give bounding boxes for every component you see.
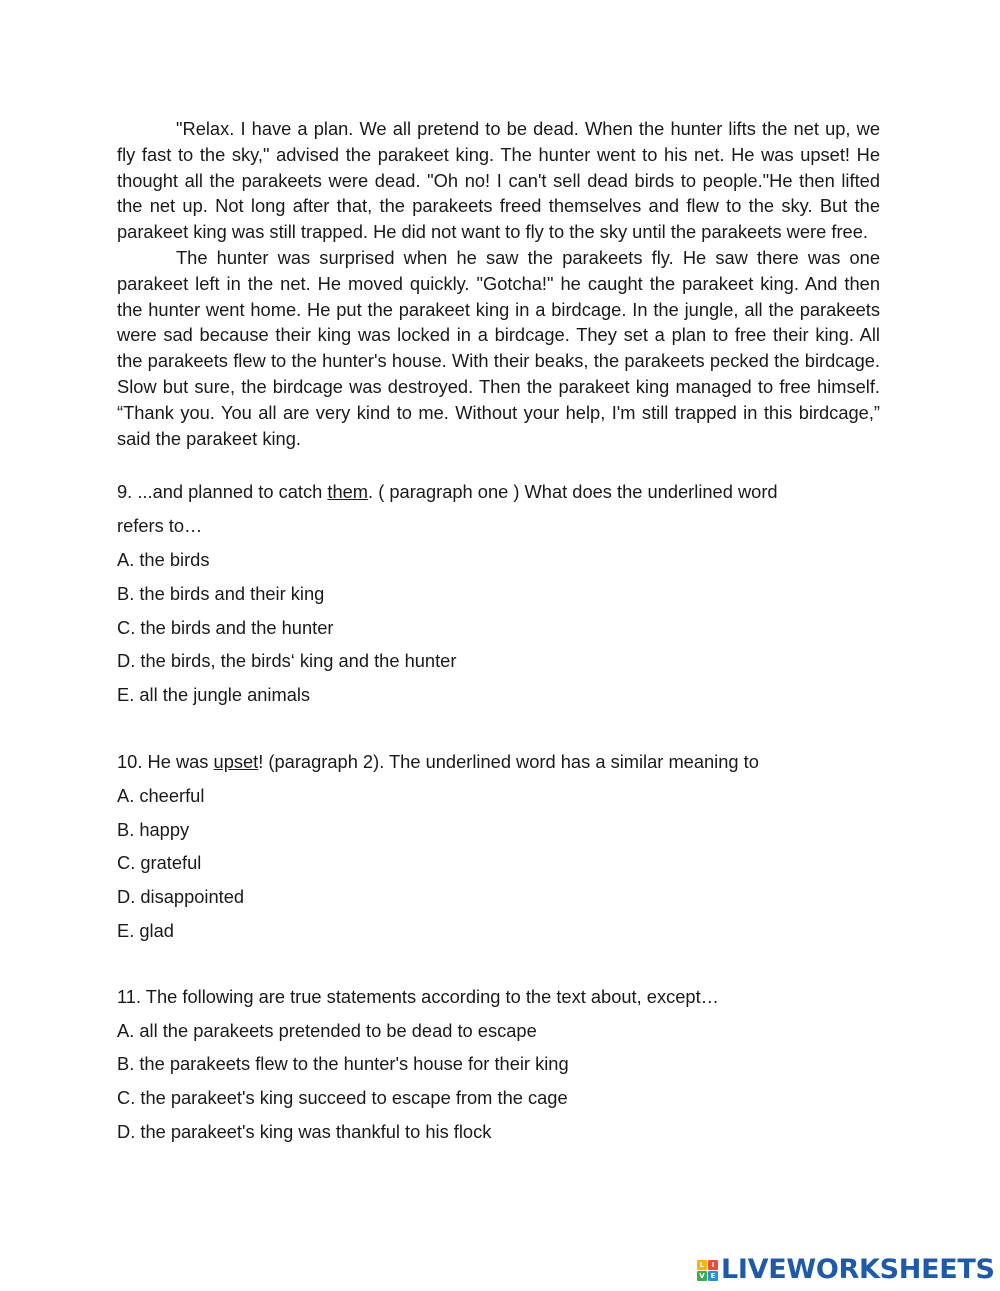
option-c[interactable]: C. the parakeet's king succeed to escape from the cage — [117, 1087, 568, 1109]
logo-block-i: I — [708, 1260, 718, 1270]
option-c[interactable]: C. grateful — [117, 852, 202, 874]
option-a[interactable]: A. all the parakeets pretended to be dead to escape — [117, 1019, 537, 1041]
question-9-prompt-continued: refers to… — [117, 515, 203, 537]
question-10 — [117, 745, 880, 948]
option-e[interactable]: E. glad — [117, 919, 174, 941]
option-a[interactable]: A. the birds — [117, 548, 210, 570]
question-11-prompt: 11. The following are true statements according to the text about, except… — [117, 985, 719, 1007]
underlined-word: upset — [213, 750, 259, 772]
logo-block-v: V — [697, 1271, 707, 1281]
logo-blocks-icon — [697, 1260, 718, 1281]
story-paragraph-2: The hunter was surprised when he saw the parakeets fly. He saw there was one parakeet left in the net. He moved quickly. "Gotcha!" he caught the parakeet king. And then the hunter went home. He put the parakeet king in a birdcage. In the jungle, all the parakeets were sad because their king was locked in a birdcage. They set a plan to free their king. All the parakeets flew to the hunter's house. With their beaks, the parakeets pecked the birdcage. Slow but sure, the birdcage was destroyed. Then the parakeet king managed to free himself. “Thank you. You all are very kind to me. Without your help, I'm still trapped in this birdcage,” said the parakeet king. — [117, 246, 880, 449]
question-9 — [117, 475, 880, 712]
option-d[interactable]: D. disappointed — [117, 886, 245, 908]
option-a[interactable]: A. cheerful — [117, 784, 205, 806]
question-10-prompt: 10. He was upset! (paragraph 2). The underlined word has a similar meaning to — [117, 750, 759, 772]
question-9-prompt: 9. ...and planned to catch them. ( paragraph one ) What does the underlined word — [117, 481, 778, 503]
worksheet-page — [117, 116, 880, 1149]
logo-block-l: L — [697, 1260, 707, 1270]
liveworksheets-logo — [697, 1253, 995, 1287]
option-b[interactable]: B. the parakeets flew to the hunter's house for their king — [117, 1053, 569, 1075]
underlined-word: them — [327, 481, 369, 503]
question-11 — [117, 980, 880, 1149]
logo-text: LIVEWORKSHEETS — [721, 1254, 995, 1285]
logo-block-e: E — [708, 1271, 718, 1281]
option-b[interactable]: B. happy — [117, 818, 190, 840]
option-b[interactable]: B. the birds and their king — [117, 582, 325, 604]
option-d[interactable]: D. the parakeet's king was thankful to his flock — [117, 1120, 492, 1142]
option-e[interactable]: E. all the jungle animals — [117, 684, 311, 706]
option-d[interactable]: D. the birds, the birds‘ king and the hunter — [117, 650, 457, 672]
option-c[interactable]: C. the birds and the hunter — [117, 616, 334, 638]
story-paragraph-1: "Relax. I have a plan. We all pretend to be dead. When the hunter lifts the net up, we fly fast to the sky," advised the parakeet king. The hunter went to his net. He was upset! He thought all the parakeets were dead. "Oh no! I can't sell dead birds to people."He then lifted the net up. Not long after that, the parakeets freed themselves and flew to the sky. But the parakeet king was still trapped. He did not want to fly to the sky until the parakeets were free. — [117, 118, 880, 243]
